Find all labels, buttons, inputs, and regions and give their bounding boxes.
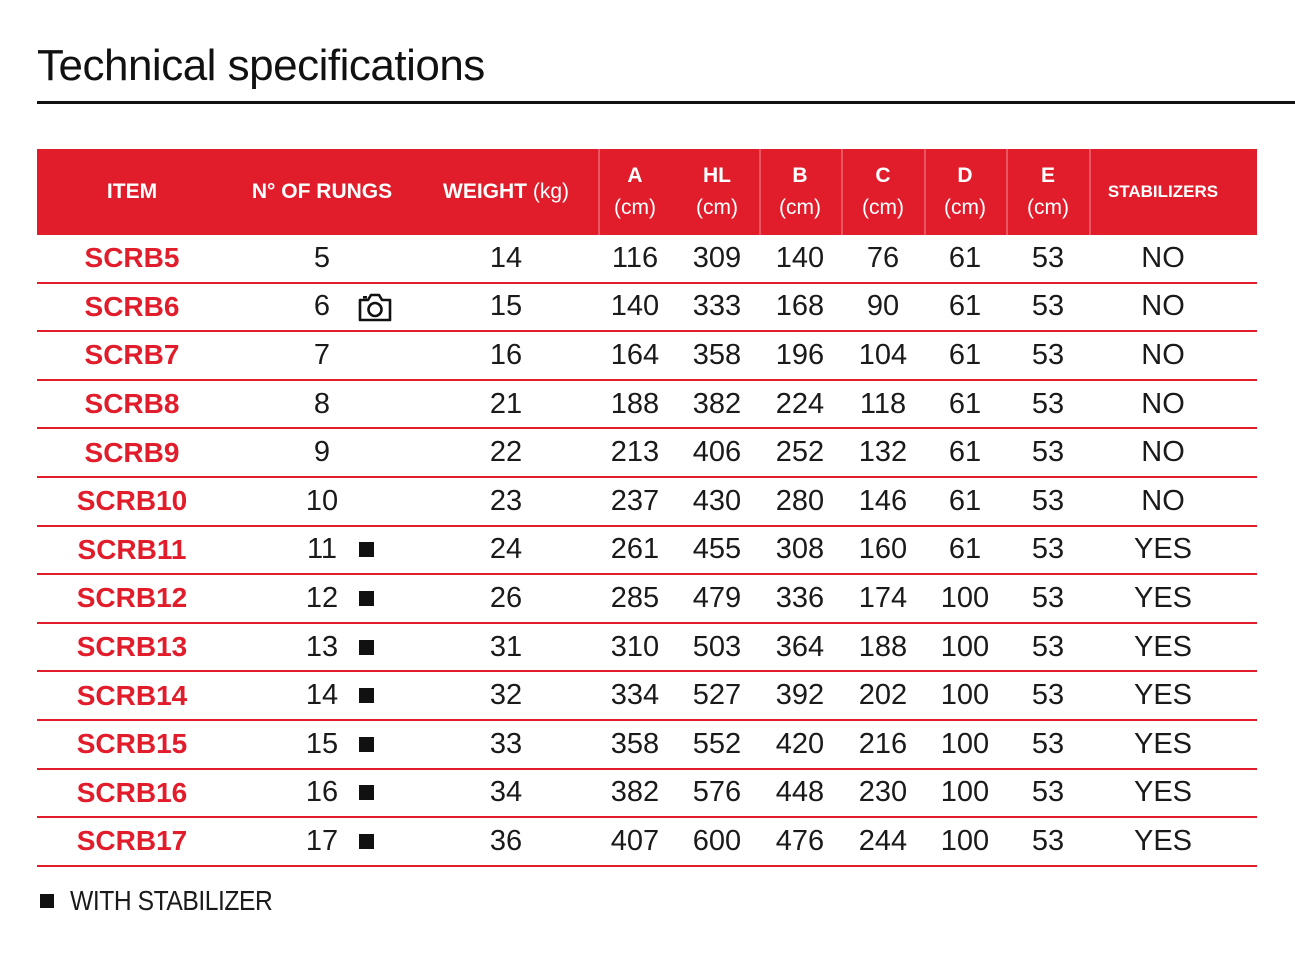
header-item (107, 149, 157, 235)
cell-c: 174 (858, 581, 908, 614)
cell-c: 146 (858, 484, 908, 517)
header-rungs (252, 149, 392, 235)
header-divider (841, 149, 843, 235)
cell-stabilizers: NO (1141, 241, 1185, 274)
cell-stabilizers: YES (1133, 533, 1193, 566)
cell-d: 100 (940, 679, 990, 712)
stabilizer-square-icon (359, 640, 374, 655)
cell-a: 334 (610, 679, 660, 712)
table-row (37, 478, 1257, 527)
legend (40, 885, 300, 917)
cell-stabilizers: NO (1141, 387, 1185, 420)
cell-item: SCRB8 (84, 388, 180, 420)
cell-weight: 21 (489, 387, 523, 420)
header-divider (1089, 149, 1091, 235)
cell-b: 224 (775, 387, 825, 420)
cell-weight: 33 (489, 727, 523, 760)
cell-weight: 23 (489, 484, 523, 517)
camera-marker[interactable] (357, 284, 393, 331)
header-hl (696, 149, 738, 235)
cell-c: 202 (858, 679, 908, 712)
cell-weight: 32 (489, 679, 523, 712)
table-row (37, 672, 1257, 721)
cell-stabilizers: YES (1133, 824, 1193, 857)
cell-d: 100 (940, 727, 990, 760)
cell-hl: 576 (692, 776, 742, 809)
cell-item: SCRB9 (84, 436, 180, 468)
camera-icon[interactable] (357, 291, 393, 323)
cell-d: 61 (948, 290, 982, 323)
cell-b: 196 (775, 338, 825, 371)
cell-item: SCRB6 (84, 290, 180, 322)
header-b (779, 149, 821, 235)
cell-e: 53 (1031, 533, 1065, 566)
cell-a: 285 (610, 581, 660, 614)
header-unit: (kg) (532, 180, 570, 203)
cell-rungs: 17 (305, 824, 339, 857)
table-row (37, 770, 1257, 819)
header-weight (443, 149, 569, 235)
cell-e: 53 (1031, 290, 1065, 323)
cell-hl: 358 (692, 338, 742, 371)
cell-rungs: 5 (313, 241, 331, 274)
cell-d: 61 (948, 484, 982, 517)
cell-e: 53 (1031, 776, 1065, 809)
cell-rungs: 10 (305, 484, 339, 517)
cell-b: 252 (775, 436, 825, 469)
cell-stabilizers: YES (1133, 679, 1193, 712)
cell-d: 61 (948, 436, 982, 469)
header-unit: (cm) (1027, 196, 1069, 219)
legend-label: WITH STABILIZER (70, 885, 273, 916)
stabilizer-square-icon (359, 688, 374, 703)
stabilizer-marker (359, 721, 374, 768)
cell-a: 116 (611, 241, 659, 274)
header-divider (759, 149, 761, 235)
header-divider (1006, 149, 1008, 235)
cell-a: 140 (610, 290, 660, 323)
cell-weight: 16 (489, 338, 523, 371)
cell-c: 132 (858, 436, 908, 469)
cell-b: 280 (775, 484, 825, 517)
cell-c: 160 (858, 533, 908, 566)
cell-weight: 15 (489, 290, 523, 323)
cell-stabilizers: YES (1133, 776, 1193, 809)
cell-e: 53 (1031, 436, 1065, 469)
header-label: B (792, 164, 808, 187)
header-label: STABILIZERS (1107, 182, 1219, 201)
cell-item: SCRB13 (76, 631, 188, 663)
cell-e: 53 (1031, 630, 1065, 663)
stabilizer-marker (359, 624, 374, 671)
cell-b: 476 (775, 824, 825, 857)
cell-weight: 22 (489, 436, 523, 469)
cell-rungs: 11 (306, 533, 338, 566)
cell-d: 61 (948, 241, 982, 274)
cell-stabilizers: NO (1141, 484, 1185, 517)
cell-d: 100 (940, 581, 990, 614)
cell-hl: 382 (692, 387, 742, 420)
table-row (37, 284, 1257, 333)
page-title: Technical specifications (37, 41, 485, 90)
cell-hl: 503 (692, 630, 742, 663)
table-row (37, 235, 1257, 284)
cell-stabilizers: YES (1133, 630, 1193, 663)
stabilizer-marker (359, 527, 374, 574)
cell-b: 308 (775, 533, 825, 566)
header-stabilizers (1108, 149, 1218, 235)
header-divider (598, 149, 600, 235)
cell-item: SCRB16 (76, 776, 188, 808)
cell-item: SCRB5 (84, 242, 180, 274)
cell-item: SCRB15 (76, 728, 188, 760)
table-row (37, 624, 1257, 673)
cell-rungs: 8 (313, 387, 331, 420)
cell-a: 358 (610, 727, 660, 760)
cell-a: 382 (610, 776, 660, 809)
table-row (37, 527, 1257, 576)
stabilizer-square-icon (359, 737, 374, 752)
cell-b: 140 (775, 241, 825, 274)
cell-b: 392 (775, 679, 825, 712)
header-a (614, 149, 656, 235)
table-row (37, 818, 1257, 867)
cell-item: SCRB14 (76, 679, 188, 711)
cell-b: 168 (775, 290, 825, 323)
cell-hl: 600 (692, 824, 742, 857)
cell-rungs: 13 (305, 630, 339, 663)
cell-e: 53 (1031, 581, 1065, 614)
table-row (37, 332, 1257, 381)
cell-rungs: 7 (313, 338, 331, 371)
cell-item: SCRB10 (76, 485, 188, 517)
header-unit: (cm) (614, 196, 656, 219)
cell-a: 310 (610, 630, 660, 663)
cell-hl: 430 (692, 484, 742, 517)
cell-c: 244 (858, 824, 908, 857)
cell-e: 53 (1031, 727, 1065, 760)
cell-stabilizers: YES (1133, 727, 1193, 760)
cell-hl: 455 (692, 533, 742, 566)
cell-c: 230 (858, 776, 908, 809)
cell-a: 213 (610, 436, 660, 469)
table-row (37, 381, 1257, 430)
cell-rungs: 15 (305, 727, 339, 760)
stabilizer-square-icon (359, 785, 374, 800)
stabilizer-marker (359, 770, 374, 817)
cell-a: 164 (610, 338, 660, 371)
cell-e: 53 (1031, 824, 1065, 857)
cell-d: 61 (948, 338, 982, 371)
cell-item: SCRB11 (77, 533, 187, 565)
cell-rungs: 12 (305, 581, 339, 614)
table-body (37, 235, 1257, 867)
cell-hl: 309 (692, 241, 742, 274)
table-row (37, 429, 1257, 478)
header-e (1027, 149, 1069, 235)
title-divider (37, 101, 1295, 104)
cell-c: 188 (858, 630, 908, 663)
cell-hl: 527 (692, 679, 742, 712)
cell-rungs: 16 (305, 776, 339, 809)
cell-hl: 333 (692, 290, 742, 323)
cell-c: 104 (858, 338, 908, 371)
cell-stabilizers: YES (1133, 581, 1193, 614)
cell-hl: 479 (692, 581, 742, 614)
stabilizer-square-icon (359, 834, 374, 849)
cell-b: 336 (775, 581, 825, 614)
cell-hl: 406 (692, 436, 742, 469)
cell-c: 76 (866, 241, 900, 274)
header-unit: (cm) (696, 196, 738, 219)
cell-e: 53 (1031, 679, 1065, 712)
cell-b: 364 (775, 630, 825, 663)
cell-a: 261 (610, 533, 660, 566)
stabilizer-square-icon (40, 894, 54, 908)
header-label: A (627, 164, 643, 187)
cell-b: 448 (775, 776, 825, 809)
header-label: E (1040, 164, 1056, 187)
cell-a: 237 (610, 484, 660, 517)
cell-d: 61 (948, 387, 982, 420)
header-label: D (957, 164, 973, 187)
cell-a: 407 (610, 824, 660, 857)
header-divider (924, 149, 926, 235)
table-header (37, 149, 1257, 235)
cell-d: 100 (940, 630, 990, 663)
cell-weight: 14 (489, 241, 523, 274)
stabilizer-marker (359, 672, 374, 719)
header-label: C (875, 164, 891, 187)
header-label: WEIGHT (442, 180, 527, 203)
cell-e: 53 (1031, 484, 1065, 517)
cell-rungs: 9 (313, 436, 331, 469)
cell-weight: 31 (489, 630, 523, 663)
stabilizer-square-icon (359, 591, 374, 606)
cell-c: 216 (858, 727, 908, 760)
stabilizer-marker (359, 575, 374, 622)
header-unit: (cm) (862, 196, 904, 219)
stabilizer-square-icon (359, 542, 374, 557)
header-label: HL (702, 164, 731, 187)
cell-c: 90 (866, 290, 900, 323)
header-c (862, 149, 904, 235)
cell-d: 100 (940, 824, 990, 857)
cell-weight: 26 (489, 581, 523, 614)
cell-weight: 34 (489, 776, 523, 809)
cell-b: 420 (775, 727, 825, 760)
table-row (37, 575, 1257, 624)
cell-item: SCRB7 (84, 339, 180, 371)
cell-c: 118 (859, 387, 907, 420)
cell-hl: 552 (692, 727, 742, 760)
cell-stabilizers: NO (1141, 290, 1185, 323)
stabilizer-marker (359, 818, 374, 865)
cell-weight: 24 (489, 533, 523, 566)
cell-rungs: 14 (305, 679, 339, 712)
cell-rungs: 6 (313, 290, 331, 323)
cell-a: 188 (610, 387, 660, 420)
header-unit: (cm) (944, 196, 986, 219)
cell-d: 61 (948, 533, 982, 566)
cell-e: 53 (1031, 387, 1065, 420)
header-unit: (cm) (779, 196, 821, 219)
cell-e: 53 (1031, 338, 1065, 371)
cell-item: SCRB17 (76, 825, 188, 857)
header-d (944, 149, 986, 235)
spec-table (37, 149, 1257, 867)
cell-weight: 36 (489, 824, 523, 857)
cell-e: 53 (1031, 241, 1065, 274)
header-label: ITEM (106, 180, 158, 203)
cell-d: 100 (940, 776, 990, 809)
cell-stabilizers: NO (1141, 436, 1185, 469)
header-label: N° OF RUNGS (251, 180, 393, 203)
table-row (37, 721, 1257, 770)
cell-stabilizers: NO (1141, 338, 1185, 371)
cell-item: SCRB12 (76, 582, 188, 614)
